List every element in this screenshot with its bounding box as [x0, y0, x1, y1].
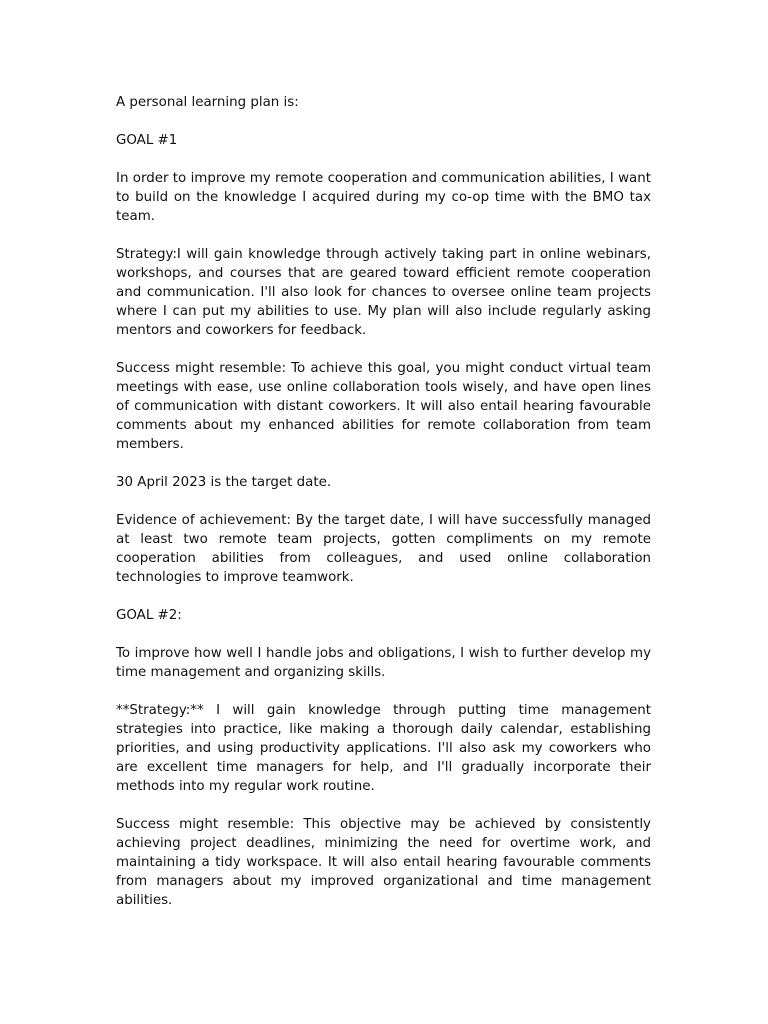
document-page	[116, 93, 651, 929]
goal-1-success: Success might resemble: To achieve this goal, you might conduct virtual team meetings with ease, use online collaboration tools wisely, and have open lines of communication with distant coworkers. It will also entail hearing favourable comments about my enhanced abilities for remote collaboration from team members.	[116, 361, 651, 452]
goal-2-description: To improve how well I handle jobs and obligations, I wish to further develop my time management and organizing skills.	[116, 646, 651, 680]
goal-1-heading: GOAL #1	[116, 133, 178, 148]
goal-2-success: Success might resemble: This objective may be achieved by consistently achieving project deadlines, minimizing the need for overtime work, and maintaining a tidy workspace. It will also entail hearing favourable comments from managers about my improved organizational and time management abilities.	[116, 817, 651, 908]
goal-2-strategy: **Strategy:** I will gain knowledge through putting time management strategies into practice, like making a thorough daily calendar, establishing priorities, and using productivity applications. I'll also ask my coworkers who are excellent time managers for help, and I'll gradually incorporate their methods into my regular work routine.	[116, 703, 651, 794]
goal-1-strategy: Strategy:I will gain knowledge through actively taking part in online webinars, workshops, and courses that are geared toward efficient remote cooperation and communication. I'll also look for chances to oversee online team projects where I can put my abilities to use. My plan will also include regularly asking mentors and coworkers for feedback.	[116, 247, 651, 338]
goal-2-heading: GOAL #2:	[116, 608, 182, 623]
goal-1-target-date: 30 April 2023 is the target date.	[116, 475, 332, 490]
goal-1-evidence: Evidence of achievement: By the target date, I will have successfully managed at least two remote team projects, gotten compliments on my remote cooperation abilities from colleagues, and used online collaboration technologies to improve teamwork.	[116, 513, 651, 585]
intro-text: A personal learning plan is:	[116, 95, 299, 110]
goal-1-description: In order to improve my remote cooperation and communication abilities, I want to build on the knowledge I acquired during my co-op time with the BMO tax team.	[116, 171, 651, 224]
